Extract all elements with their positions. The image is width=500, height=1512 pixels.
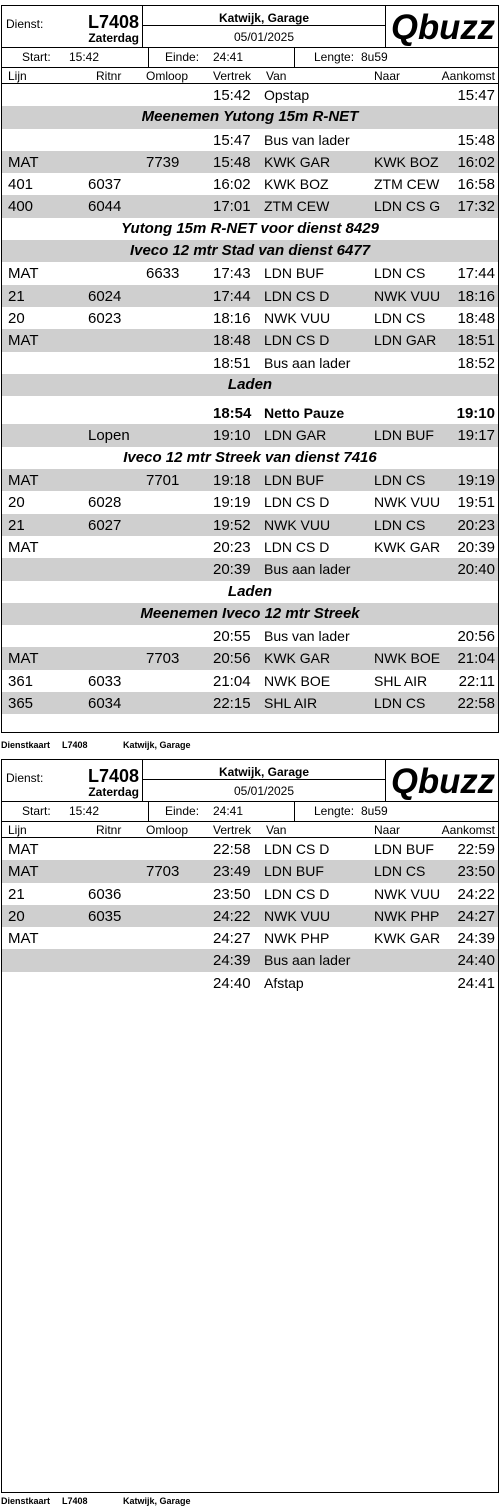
cell-omloop: 7703 bbox=[146, 863, 180, 881]
cell-aankomst: 17:32 bbox=[457, 198, 495, 216]
col-van: Van bbox=[266, 69, 287, 83]
qbuzz-logo-graphic bbox=[390, 762, 498, 800]
cell-naar: NWK VUU bbox=[374, 885, 441, 902]
cell-van: LDN CS D bbox=[264, 287, 330, 304]
cell-aankomst: 19:17 bbox=[457, 427, 495, 445]
cell-lijn: MAT bbox=[8, 265, 39, 283]
cell-naar: LDN CS bbox=[374, 516, 426, 533]
cell-vertrek: 20:56 bbox=[213, 650, 251, 668]
duty-page-1 bbox=[0, 0, 500, 750]
cell-naar: LDN BUF bbox=[374, 427, 434, 444]
lengte-value: 8u59 bbox=[361, 804, 388, 818]
cell-aankomst: 19:10 bbox=[456, 405, 495, 423]
cell-ritnr: 6033 bbox=[88, 672, 122, 690]
cell-van: ZTM CEW bbox=[264, 198, 330, 215]
table-row bbox=[2, 927, 498, 949]
table-row bbox=[2, 84, 498, 106]
table-row bbox=[2, 514, 498, 536]
col-aankomst: Aankomst bbox=[441, 823, 495, 837]
cell-lijn: MAT bbox=[8, 332, 39, 350]
einde-cell bbox=[149, 802, 295, 821]
start-label: Start: bbox=[22, 804, 51, 818]
cell-vertrek: 20:23 bbox=[213, 538, 251, 556]
section-heading: Meenemen Iveco 12 mtr Streek bbox=[2, 603, 498, 625]
cell-aankomst: 18:16 bbox=[457, 287, 495, 305]
col-lijn: Lijn bbox=[8, 823, 27, 837]
cell-vertrek: 15:47 bbox=[213, 131, 251, 149]
cell-vertrek: 24:22 bbox=[213, 907, 251, 925]
cell-ritnr: 6036 bbox=[88, 885, 122, 903]
footer-label: Dienstkaart bbox=[1, 1496, 51, 1506]
cell-van: Bus aan lader bbox=[264, 561, 351, 578]
cell-omloop: 6633 bbox=[146, 265, 180, 283]
section-heading: Laden bbox=[227, 582, 273, 600]
cell-van: Bus van lader bbox=[264, 131, 350, 148]
cell-van: Bus aan lader bbox=[264, 354, 351, 371]
cell-vertrek: 24:40 bbox=[213, 974, 251, 992]
cell-aankomst: 19:19 bbox=[457, 472, 495, 490]
qbuzz-logo bbox=[386, 6, 499, 47]
cell-lijn: MAT bbox=[8, 841, 39, 858]
cell-aankomst: 24:27 bbox=[457, 907, 495, 925]
cell-vertrek: 23:50 bbox=[213, 885, 251, 903]
duty-card bbox=[1, 759, 499, 1493]
cell-vertrek: 19:10 bbox=[213, 427, 251, 445]
cell-van: NWK VUU bbox=[264, 309, 331, 326]
cell-aankomst: 20:40 bbox=[457, 561, 495, 579]
cell-vertrek: 19:52 bbox=[213, 516, 251, 534]
cell-van: Bus van lader bbox=[264, 628, 350, 645]
time-summary-row bbox=[2, 802, 498, 822]
cell-lijn: 21 bbox=[8, 287, 25, 305]
cell-vertrek: 15:48 bbox=[213, 153, 251, 171]
cell-van: Afstap bbox=[264, 974, 304, 991]
table-row bbox=[2, 129, 498, 151]
logo-text: Qbuzz bbox=[391, 8, 496, 46]
cell-aankomst: 21:04 bbox=[457, 650, 495, 668]
cell-van: LDN CS D bbox=[264, 332, 330, 349]
cell-aankomst: 20:39 bbox=[457, 538, 495, 556]
cell-naar: LDN CS bbox=[374, 863, 426, 880]
cell-aankomst: 18:52 bbox=[457, 354, 495, 372]
cell-lijn: MAT bbox=[8, 472, 39, 490]
cell-lijn: 401 bbox=[8, 176, 34, 194]
table-row bbox=[2, 307, 498, 329]
cell-naar: LDN BUF bbox=[374, 841, 434, 857]
cell-omloop: 7701 bbox=[146, 472, 180, 490]
cell-aankomst: 24:39 bbox=[457, 930, 495, 948]
table-row bbox=[2, 352, 498, 374]
garage-date-cell bbox=[143, 760, 386, 801]
dienst-label: Dienst: bbox=[6, 17, 44, 31]
cell-vertrek: 19:19 bbox=[213, 494, 251, 512]
einde-value: 24:41 bbox=[213, 50, 244, 64]
col-omloop: Omloop bbox=[146, 823, 189, 837]
col-lijn: Lijn bbox=[8, 69, 27, 83]
cell-van: NWK PHP bbox=[264, 930, 330, 947]
start-cell bbox=[2, 802, 149, 821]
cell-van: Opstap bbox=[264, 87, 310, 103]
cell-vertrek: 21:04 bbox=[213, 672, 251, 690]
cell-omloop: 7703 bbox=[146, 650, 180, 668]
cell-van: LDN BUF bbox=[264, 265, 324, 282]
cell-aankomst: 15:48 bbox=[457, 131, 495, 149]
cell-lijn: 20 bbox=[8, 494, 25, 512]
cell-vertrek: 19:18 bbox=[213, 472, 251, 490]
cell-naar: NWK PHP bbox=[374, 907, 440, 924]
table-row bbox=[2, 883, 498, 905]
col-vertrek: Vertrek bbox=[213, 69, 252, 83]
cell-naar: SHL AIR bbox=[374, 672, 428, 689]
cell-van: LDN BUF bbox=[264, 472, 324, 489]
cell-ritnr: 6044 bbox=[88, 198, 122, 216]
cell-van: LDN GAR bbox=[264, 427, 327, 444]
table-row bbox=[2, 625, 498, 647]
table-row bbox=[2, 647, 498, 669]
table-row bbox=[2, 972, 498, 994]
qbuzz-logo-graphic bbox=[390, 8, 498, 46]
qbuzz-logo bbox=[386, 760, 499, 801]
cell-vertrek: 20:55 bbox=[213, 628, 251, 646]
cell-lijn: 20 bbox=[8, 907, 25, 925]
cell-lijn: MAT bbox=[8, 930, 39, 948]
cell-aankomst: 24:22 bbox=[457, 885, 495, 903]
col-omloop: Omloop bbox=[146, 69, 189, 83]
cell-vertrek: 17:44 bbox=[213, 287, 251, 305]
cell-van: LDN CS D bbox=[264, 538, 330, 555]
cell-lijn: 21 bbox=[8, 516, 25, 534]
cell-aankomst: 16:58 bbox=[457, 176, 495, 194]
cell-naar: LDN CS bbox=[374, 265, 426, 282]
card-header bbox=[2, 6, 498, 48]
cell-aankomst: 19:51 bbox=[457, 494, 495, 512]
cell-van: Netto Pauze bbox=[264, 405, 345, 422]
cell-ritnr: Lopen bbox=[88, 427, 130, 445]
table-row bbox=[2, 195, 498, 217]
cell-van: KWK GAR bbox=[264, 650, 331, 667]
cell-van: KWK BOZ bbox=[264, 176, 329, 193]
einde-label: Einde: bbox=[165, 804, 200, 818]
table-row bbox=[2, 949, 498, 971]
start-label: Start: bbox=[22, 50, 51, 64]
lengte-cell bbox=[295, 802, 499, 821]
col-naar: Naar bbox=[374, 823, 401, 837]
cell-van: KWK GAR bbox=[264, 153, 331, 170]
logo-text: Qbuzz bbox=[391, 762, 496, 800]
cell-omloop: 7739 bbox=[146, 153, 180, 171]
footer-label: Dienstkaart bbox=[1, 740, 51, 750]
cell-van: SHL AIR bbox=[264, 695, 318, 712]
cell-naar: NWK BOE bbox=[374, 650, 441, 667]
table-row bbox=[2, 329, 498, 351]
cell-lijn: 361 bbox=[8, 672, 34, 690]
column-headers bbox=[2, 822, 498, 838]
cell-vertrek: 15:42 bbox=[213, 87, 251, 104]
cell-van: Bus aan lader bbox=[264, 952, 351, 969]
cell-naar: NWK VUU bbox=[374, 494, 441, 511]
card-header bbox=[2, 760, 498, 802]
service-date: 05/01/2025 bbox=[233, 784, 295, 798]
cell-naar: KWK GAR bbox=[374, 930, 441, 947]
table-row bbox=[2, 285, 498, 307]
dienst-cell bbox=[2, 6, 143, 47]
section-heading: Iveco 12 mtr Streek van dienst 7416 bbox=[123, 448, 377, 466]
cell-vertrek: 22:15 bbox=[213, 695, 251, 713]
cell-aankomst: 22:58 bbox=[457, 695, 495, 713]
footer-code: L7408 bbox=[62, 740, 88, 750]
cell-aankomst: 16:02 bbox=[457, 153, 495, 171]
cell-vertrek: 18:16 bbox=[213, 309, 251, 327]
cell-naar: LDN CS G bbox=[374, 198, 441, 215]
cell-aankomst: 23:50 bbox=[457, 863, 495, 881]
cell-vertrek: 23:49 bbox=[213, 863, 251, 881]
footer-code: L7408 bbox=[62, 1496, 88, 1506]
col-van: Van bbox=[266, 823, 287, 837]
einde-label: Einde: bbox=[165, 50, 200, 64]
cell-vertrek: 22:58 bbox=[213, 841, 251, 858]
table-row bbox=[2, 905, 498, 927]
table-row bbox=[2, 262, 498, 284]
table-row bbox=[2, 558, 498, 580]
cell-aankomst: 18:48 bbox=[457, 309, 495, 327]
header-divider bbox=[143, 779, 385, 780]
garage-name: Katwijk, Garage bbox=[218, 11, 310, 25]
cell-lijn: 20 bbox=[8, 309, 25, 327]
footer-garage: Katwijk, Garage bbox=[123, 1496, 191, 1506]
cell-van: LDN CS D bbox=[264, 841, 330, 857]
garage-name: Katwijk, Garage bbox=[218, 765, 310, 779]
cell-vertrek: 17:01 bbox=[213, 198, 251, 216]
cell-van: NWK BOE bbox=[264, 672, 331, 689]
start-value: 15:42 bbox=[69, 50, 100, 64]
cell-naar: LDN CS bbox=[374, 472, 426, 489]
start-cell bbox=[2, 48, 149, 67]
cell-aankomst: 20:56 bbox=[457, 628, 495, 646]
table-row bbox=[2, 173, 498, 195]
cell-aankomst: 15:47 bbox=[457, 87, 495, 104]
cell-lijn: MAT bbox=[8, 153, 39, 171]
einde-cell bbox=[149, 48, 295, 67]
table-row bbox=[2, 469, 498, 491]
header-divider bbox=[143, 25, 385, 26]
cell-ritnr: 6027 bbox=[88, 516, 122, 534]
service-date: 05/01/2025 bbox=[233, 30, 295, 44]
col-naar: Naar bbox=[374, 69, 401, 83]
table-row bbox=[2, 491, 498, 513]
day-of-week: Zaterdag bbox=[88, 31, 139, 45]
table-row bbox=[2, 536, 498, 558]
col-aankomst: Aankomst bbox=[441, 69, 495, 83]
cell-aankomst: 22:59 bbox=[457, 841, 495, 858]
cell-aankomst: 17:44 bbox=[457, 265, 495, 283]
cell-lijn: MAT bbox=[8, 650, 39, 668]
table-row bbox=[2, 860, 498, 882]
cell-lijn: MAT bbox=[8, 538, 39, 556]
garage-date-cell bbox=[143, 6, 386, 47]
cell-naar: ZTM CEW bbox=[374, 176, 440, 193]
lengte-label: Lengte: bbox=[314, 50, 355, 64]
col-vertrek: Vertrek bbox=[213, 823, 252, 837]
lengte-value: 8u59 bbox=[361, 50, 388, 64]
col-ritnr: Ritnr bbox=[96, 69, 122, 83]
cell-ritnr: 6035 bbox=[88, 907, 122, 925]
cell-aankomst: 18:51 bbox=[457, 332, 495, 350]
cell-lijn: 400 bbox=[8, 198, 34, 216]
cell-lijn: 365 bbox=[8, 695, 34, 713]
trip-table bbox=[2, 838, 498, 994]
cell-naar: NWK VUU bbox=[374, 287, 441, 304]
einde-value: 24:41 bbox=[213, 804, 244, 818]
cell-ritnr: 6037 bbox=[88, 176, 122, 194]
cell-aankomst: 24:41 bbox=[457, 974, 495, 992]
section-heading: Iveco 12 mtr Stad van dienst 6477 bbox=[2, 240, 498, 262]
cell-naar: LDN CS bbox=[374, 695, 426, 712]
table-row bbox=[2, 838, 498, 860]
table-row bbox=[2, 692, 498, 714]
cell-ritnr: 6024 bbox=[88, 287, 122, 305]
cell-van: LDN CS D bbox=[264, 494, 330, 511]
cell-naar: KWK GAR bbox=[374, 538, 441, 555]
column-headers bbox=[2, 68, 498, 84]
cell-van: NWK VUU bbox=[264, 907, 331, 924]
col-ritnr: Ritnr bbox=[96, 823, 122, 837]
cell-van: NWK VUU bbox=[264, 516, 331, 533]
cell-vertrek: 18:48 bbox=[213, 332, 251, 350]
section-heading: Meenemen Yutong 15m R-NET bbox=[2, 106, 498, 128]
lengte-cell bbox=[295, 48, 499, 67]
cell-vertrek: 20:39 bbox=[213, 561, 251, 579]
cell-ritnr: 6023 bbox=[88, 309, 122, 327]
cell-lijn: 21 bbox=[8, 885, 25, 903]
cell-vertrek: 18:51 bbox=[213, 354, 251, 372]
duty-card bbox=[1, 5, 499, 733]
cell-ritnr: 6028 bbox=[88, 494, 122, 512]
duty-page-2 bbox=[0, 754, 500, 1512]
dienst-label: Dienst: bbox=[6, 771, 44, 785]
cell-ritnr: 6034 bbox=[88, 695, 122, 713]
day-of-week: Zaterdag bbox=[88, 785, 139, 799]
cell-aankomst: 22:11 bbox=[458, 672, 495, 690]
cell-vertrek: 17:43 bbox=[213, 265, 251, 283]
time-summary-row bbox=[2, 48, 498, 68]
cell-vertrek: 24:27 bbox=[213, 930, 251, 948]
lengte-label: Lengte: bbox=[314, 804, 355, 818]
footer-garage: Katwijk, Garage bbox=[123, 740, 191, 750]
section-heading: Laden bbox=[2, 374, 498, 396]
cell-vertrek: 16:02 bbox=[213, 176, 251, 194]
cell-van: LDN BUF bbox=[264, 863, 324, 880]
cell-naar: LDN CS bbox=[374, 309, 426, 326]
cell-van: LDN CS D bbox=[264, 885, 330, 902]
cell-aankomst: 24:40 bbox=[457, 952, 495, 970]
cell-vertrek: 18:54 bbox=[213, 405, 252, 423]
table-row bbox=[2, 670, 498, 692]
cell-naar: KWK BOZ bbox=[374, 153, 439, 170]
trip-table bbox=[2, 84, 498, 714]
cell-naar: LDN GAR bbox=[374, 332, 437, 349]
section-heading: Yutong 15m R-NET voor dienst 8429 bbox=[121, 219, 379, 237]
dienst-cell bbox=[2, 760, 143, 801]
dienst-code: L7408 bbox=[87, 766, 139, 786]
table-row bbox=[2, 402, 498, 424]
cell-aankomst: 20:23 bbox=[457, 516, 495, 534]
dienst-code: L7408 bbox=[87, 12, 139, 32]
table-row bbox=[2, 424, 498, 446]
cell-vertrek: 24:39 bbox=[213, 952, 251, 970]
start-value: 15:42 bbox=[69, 804, 100, 818]
table-row bbox=[2, 151, 498, 173]
cell-lijn: MAT bbox=[8, 863, 39, 881]
